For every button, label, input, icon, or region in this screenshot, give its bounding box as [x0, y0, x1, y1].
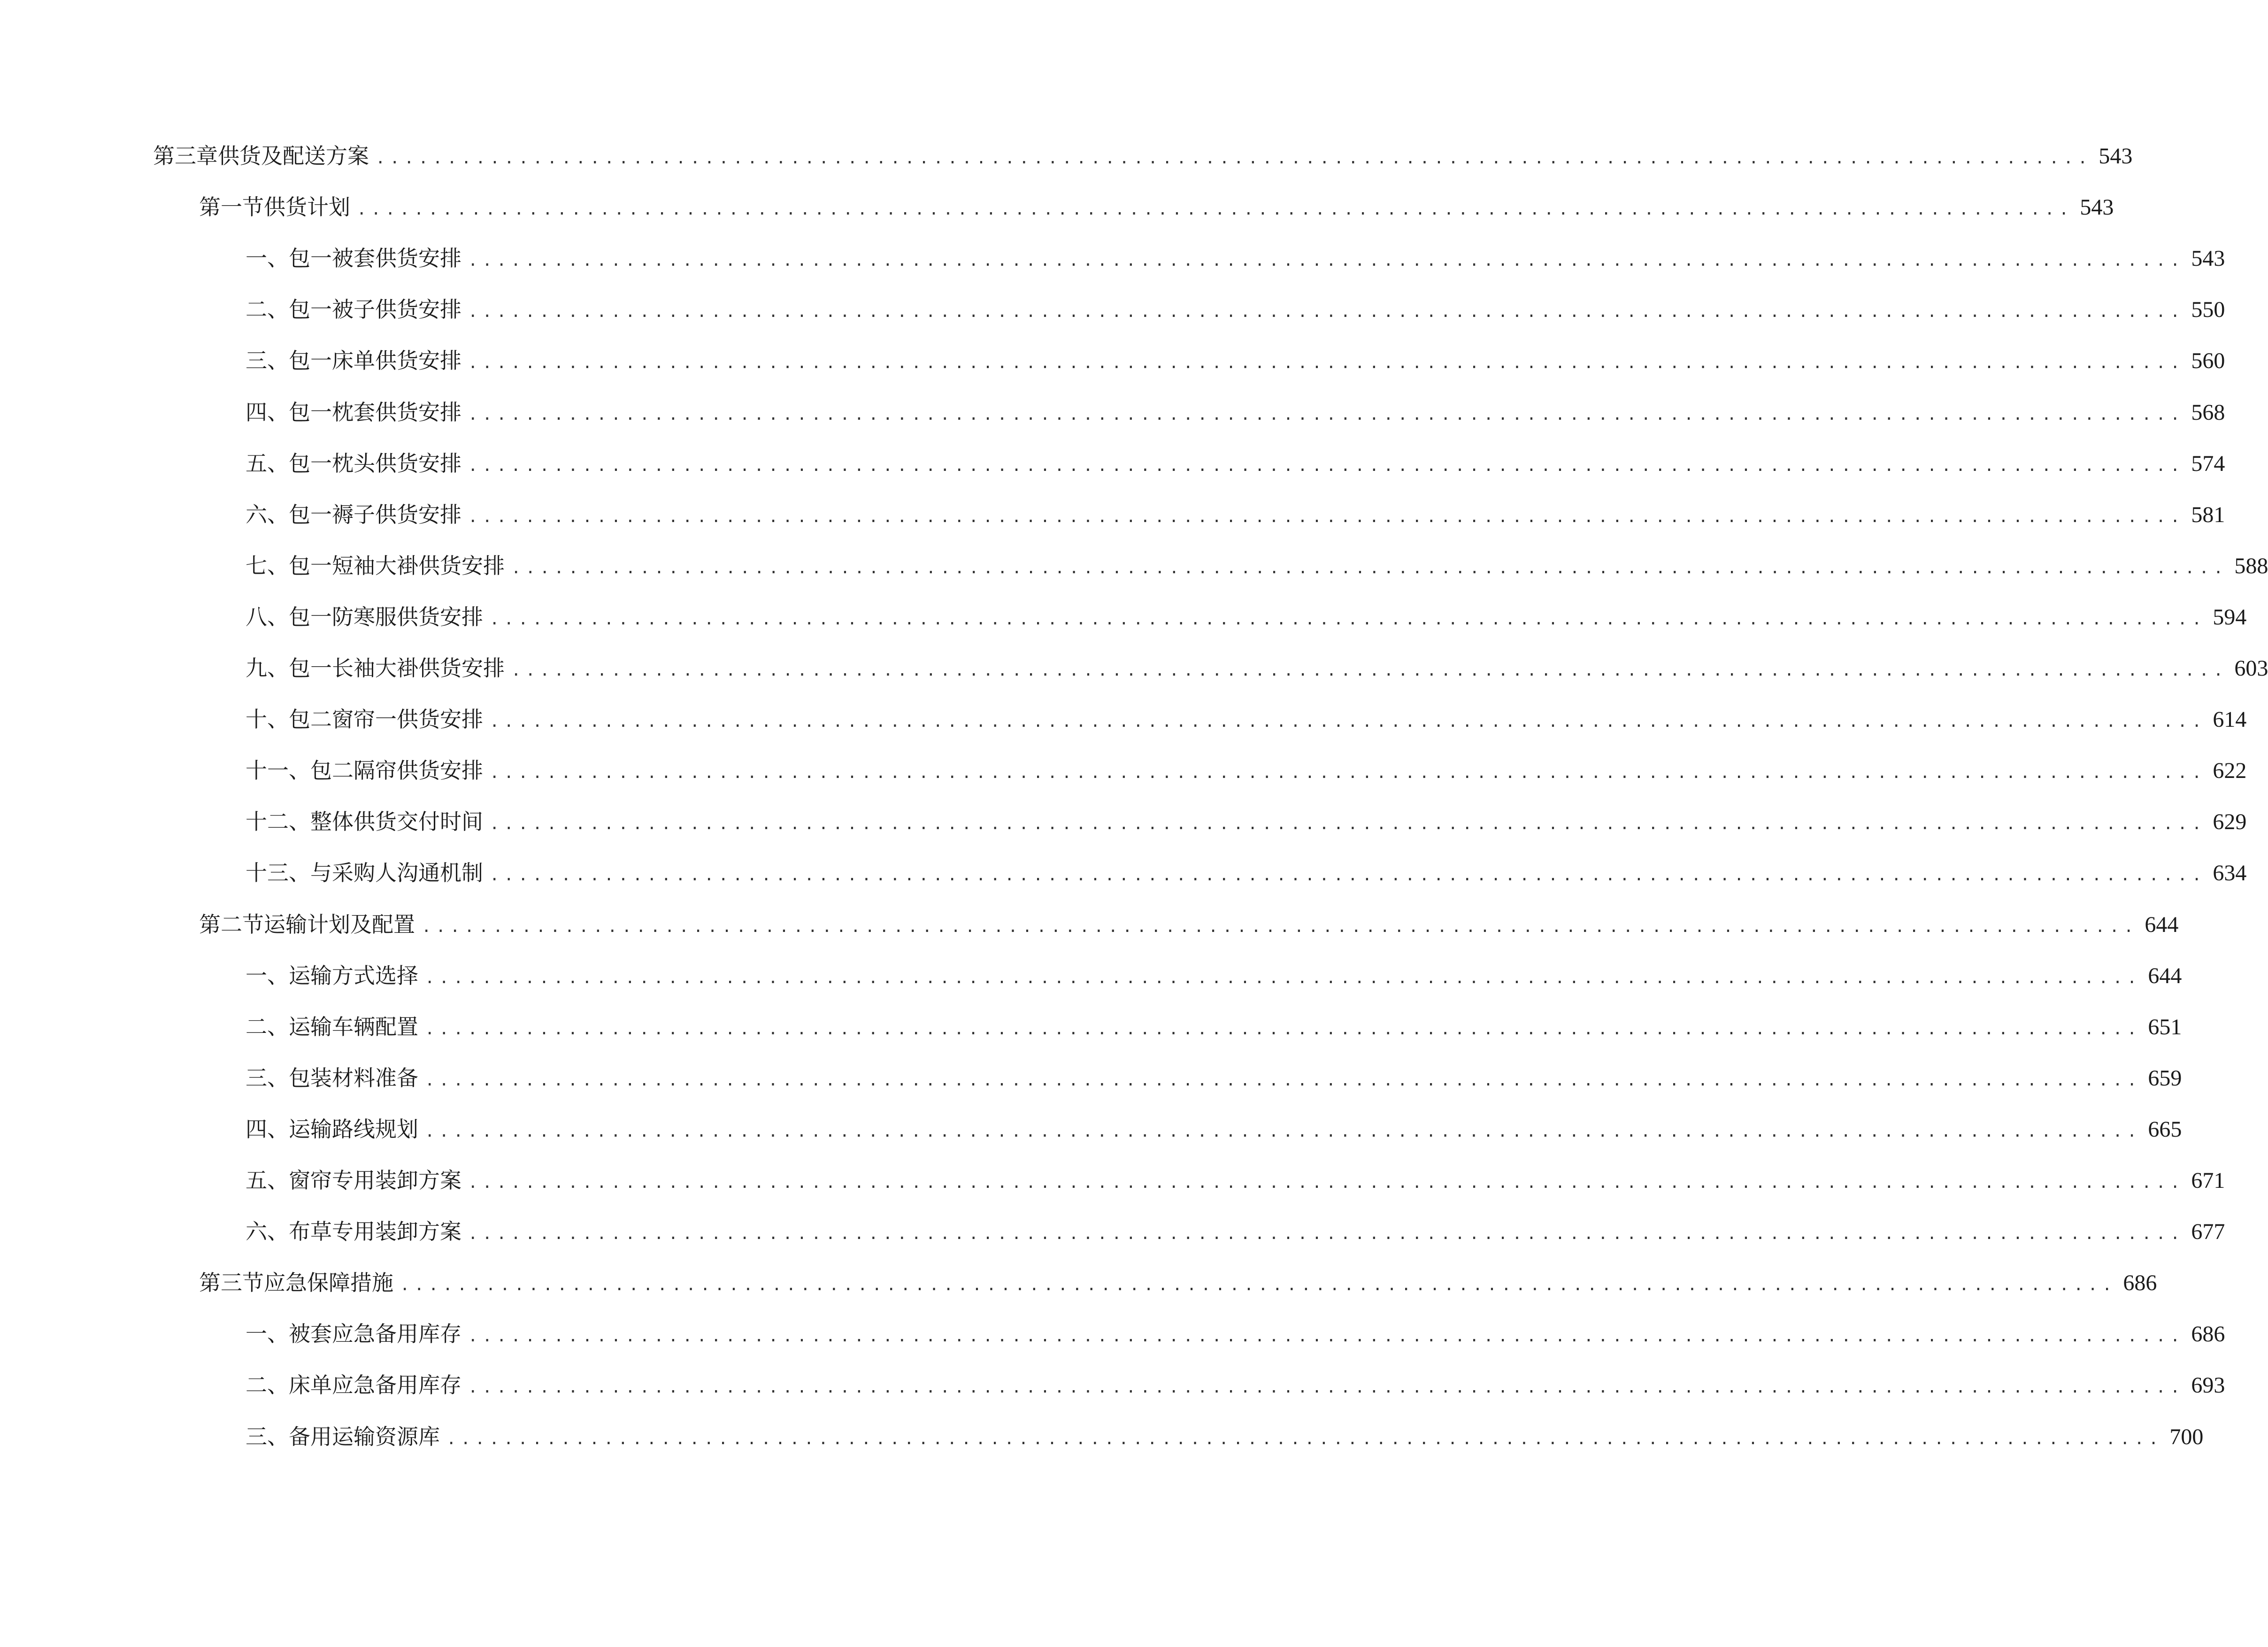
- toc-entry-title: 包一长袖大褂供货安排: [289, 655, 505, 681]
- toc-dot-leader: ........................................................................................................................: [400, 1276, 2117, 1294]
- toc-page-number: 603: [2234, 656, 2268, 681]
- toc-entry[interactable]: [246, 1315, 2225, 1353]
- toc-dot-leader: ........................................................................................................................: [490, 763, 2206, 782]
- toc-page-number: 659: [2148, 1066, 2182, 1091]
- toc-dot-leader: ........................................................................................................................: [490, 815, 2206, 833]
- toc-page-number: 644: [2148, 963, 2182, 988]
- toc-entry-number: 六、: [246, 1219, 289, 1244]
- toc-entry[interactable]: [246, 700, 2247, 738]
- toc-entry[interactable]: [246, 291, 2225, 328]
- toc-entry-title: 包一防寒服供货安排: [289, 604, 483, 630]
- toc-entry[interactable]: [199, 188, 2114, 226]
- toc-entry-title: 包一被套供货安排: [289, 246, 461, 271]
- toc-entry-title: 运输车辆配置: [289, 1014, 418, 1039]
- toc-entry-number: 十一、: [246, 758, 310, 783]
- toc-entry-title: 窗帘专用装卸方案: [289, 1168, 461, 1193]
- toc-entry[interactable]: [246, 854, 2247, 892]
- toc-page-number: 629: [2213, 809, 2247, 834]
- toc-entry-title: 被套应急备用库存: [289, 1321, 461, 1347]
- toc-page-number: 671: [2191, 1168, 2225, 1193]
- toc-entry-number: 五、: [246, 1168, 289, 1193]
- toc-dot-leader: ........................................................................................................................: [490, 866, 2206, 885]
- toc-entry-number: 十三、: [246, 860, 310, 885]
- toc-entry-number: 三、: [246, 1424, 289, 1449]
- toc-entry-title: 布草专用装卸方案: [289, 1219, 461, 1244]
- toc-dot-leader: ........................................................................................................................: [511, 559, 2228, 577]
- toc-entry-number: 一、: [246, 246, 289, 271]
- toc-dot-leader: ........................................................................................................................: [357, 200, 2074, 219]
- toc-entry[interactable]: [246, 803, 2247, 840]
- toc-entry-title: 床单应急备用库存: [289, 1372, 461, 1398]
- toc-dot-leader: ........................................................................................................................: [468, 1327, 2185, 1346]
- toc-entry-title: 包一枕头供货安排: [289, 451, 461, 476]
- toc-entry-number: 六、: [246, 502, 289, 527]
- toc-page-number: 644: [2145, 912, 2179, 937]
- toc-page-number: 686: [2123, 1270, 2157, 1295]
- toc-dot-leader: ........................................................................................................................: [425, 1122, 2142, 1141]
- toc-dot-leader: ........................................................................................................................: [490, 610, 2206, 629]
- toc-dot-leader: ........................................................................................................................: [376, 149, 2092, 168]
- toc-entry-number: 八、: [246, 604, 289, 630]
- toc-entry-number: 第三章: [153, 143, 218, 169]
- toc-entry-title: 应急保障措施: [264, 1270, 393, 1295]
- toc-entry[interactable]: [246, 1110, 2182, 1148]
- toc-entry-number: 第一节: [199, 194, 264, 220]
- toc-entry[interactable]: [246, 598, 2247, 636]
- toc-entry-number: 十二、: [246, 809, 310, 834]
- toc-dot-leader: ........................................................................................................................: [468, 302, 2185, 321]
- toc-page-number: 634: [2213, 861, 2247, 885]
- toc-dot-leader: ........................................................................................................................: [425, 1071, 2142, 1090]
- toc-entry[interactable]: [246, 445, 2225, 482]
- toc-dot-leader: ........................................................................................................................: [490, 712, 2206, 731]
- toc-entry-title: 整体供货交付时间: [310, 809, 483, 834]
- toc-page-number: 543: [2080, 195, 2114, 220]
- toc-entry-title: 包一被子供货安排: [289, 297, 461, 322]
- toc-page-number: 614: [2213, 707, 2247, 732]
- toc-entry[interactable]: [246, 1366, 2225, 1404]
- toc-entry-title: 运输方式选择: [289, 963, 418, 988]
- toc-page-number: 543: [2191, 246, 2225, 271]
- toc-entry-number: 十、: [246, 707, 289, 732]
- toc-entry-number: 三、: [246, 1065, 289, 1091]
- toc-entry-title: 与采购人沟通机制: [310, 860, 483, 885]
- toc-entry-number: 五、: [246, 451, 289, 476]
- toc-entry[interactable]: [199, 906, 2179, 943]
- toc-entry-number: 九、: [246, 655, 289, 681]
- toc-dot-leader: ........................................................................................................................: [468, 508, 2185, 526]
- toc-entry-title: 包一短袖大褂供货安排: [289, 553, 505, 578]
- toc-entry[interactable]: [199, 1264, 2157, 1301]
- toc-dot-leader: ........................................................................................................................: [468, 1173, 2185, 1192]
- toc-entry-title: 运输路线规划: [289, 1116, 418, 1142]
- toc-dot-leader: ........................................................................................................................: [422, 917, 2138, 936]
- toc-dot-leader: ........................................................................................................................: [468, 251, 2185, 270]
- toc-entry-number: 四、: [246, 1116, 289, 1142]
- toc-entry[interactable]: [246, 752, 2247, 789]
- toc-entry[interactable]: [246, 496, 2225, 533]
- toc-entry[interactable]: [246, 393, 2225, 431]
- toc-dot-leader: ........................................................................................................................: [468, 354, 2185, 372]
- toc-page-number: 686: [2191, 1322, 2225, 1347]
- toc-page-number: 677: [2191, 1219, 2225, 1244]
- toc-entry-number: 二、: [246, 297, 289, 322]
- toc-dot-leader: ........................................................................................................................: [468, 456, 2185, 475]
- toc-entry-title: 供货计划: [264, 194, 350, 220]
- toc-dot-leader: ........................................................................................................................: [425, 1020, 2142, 1039]
- toc-entry[interactable]: [246, 1162, 2225, 1199]
- toc-entry-title: 包二窗帘一供货安排: [289, 707, 483, 732]
- toc-page-number: 665: [2148, 1117, 2182, 1142]
- toc-page-number: 594: [2213, 605, 2247, 630]
- toc-page-number: 700: [2169, 1424, 2204, 1449]
- toc-entry[interactable]: [246, 1418, 2204, 1455]
- toc-entry[interactable]: [246, 342, 2225, 379]
- toc-entry[interactable]: [246, 957, 2182, 994]
- toc-entry-title: 包一枕套供货安排: [289, 400, 461, 425]
- toc-page-number: 543: [2099, 144, 2133, 169]
- toc-page-number: 693: [2191, 1373, 2225, 1398]
- toc-entry-title: 运输计划及配置: [264, 912, 415, 937]
- toc-dot-leader: ........................................................................................................................: [446, 1430, 2163, 1448]
- toc-entry[interactable]: [246, 547, 2268, 585]
- toc-entry-title: 包一褥子供货安排: [289, 502, 461, 527]
- toc-dot-leader: ........................................................................................................................: [468, 405, 2185, 424]
- toc-dot-leader: ........................................................................................................................: [468, 1224, 2185, 1243]
- toc-page-number: 588: [2234, 554, 2268, 578]
- toc-page-number: 550: [2191, 297, 2225, 322]
- toc-entry-title: 包二隔帘供货安排: [310, 758, 483, 783]
- toc-entry[interactable]: [246, 649, 2268, 687]
- toc-page-number: 581: [2191, 502, 2225, 527]
- toc-dot-leader: ........................................................................................................................: [425, 969, 2142, 987]
- toc-entry[interactable]: [246, 1213, 2225, 1250]
- toc-entry-number: 三、: [246, 348, 289, 373]
- toc-entry-number: 第三节: [199, 1270, 264, 1295]
- toc-entry[interactable]: [246, 239, 2225, 277]
- toc-page-number: 560: [2191, 348, 2225, 373]
- toc-entry-number: 一、: [246, 1321, 289, 1347]
- toc-page-number: 622: [2213, 758, 2247, 783]
- toc-dot-leader: ........................................................................................................................: [468, 1378, 2185, 1397]
- toc-entry-number: 七、: [246, 553, 289, 578]
- toc-entry-title: 备用运输资源库: [289, 1424, 440, 1449]
- toc-entry-number: 第二节: [199, 912, 264, 937]
- toc-dot-leader: ........................................................................................................................: [511, 661, 2228, 680]
- toc-entry[interactable]: [153, 137, 2133, 175]
- toc-page-number: 574: [2191, 451, 2225, 476]
- toc-entry-number: 二、: [246, 1014, 289, 1039]
- toc-page-number: 568: [2191, 400, 2225, 425]
- toc-entry-number: 二、: [246, 1372, 289, 1398]
- toc-entry-title: 供货及配送方案: [218, 143, 369, 169]
- toc-entry[interactable]: [246, 1008, 2182, 1046]
- toc-page-number: 651: [2148, 1015, 2182, 1039]
- toc-entry[interactable]: [246, 1059, 2182, 1097]
- toc-entry-title: 包一床单供货安排: [289, 348, 461, 373]
- toc-entry-title: 包装材料准备: [289, 1065, 418, 1091]
- toc-entry-number: 一、: [246, 963, 289, 988]
- toc-entry-number: 四、: [246, 400, 289, 425]
